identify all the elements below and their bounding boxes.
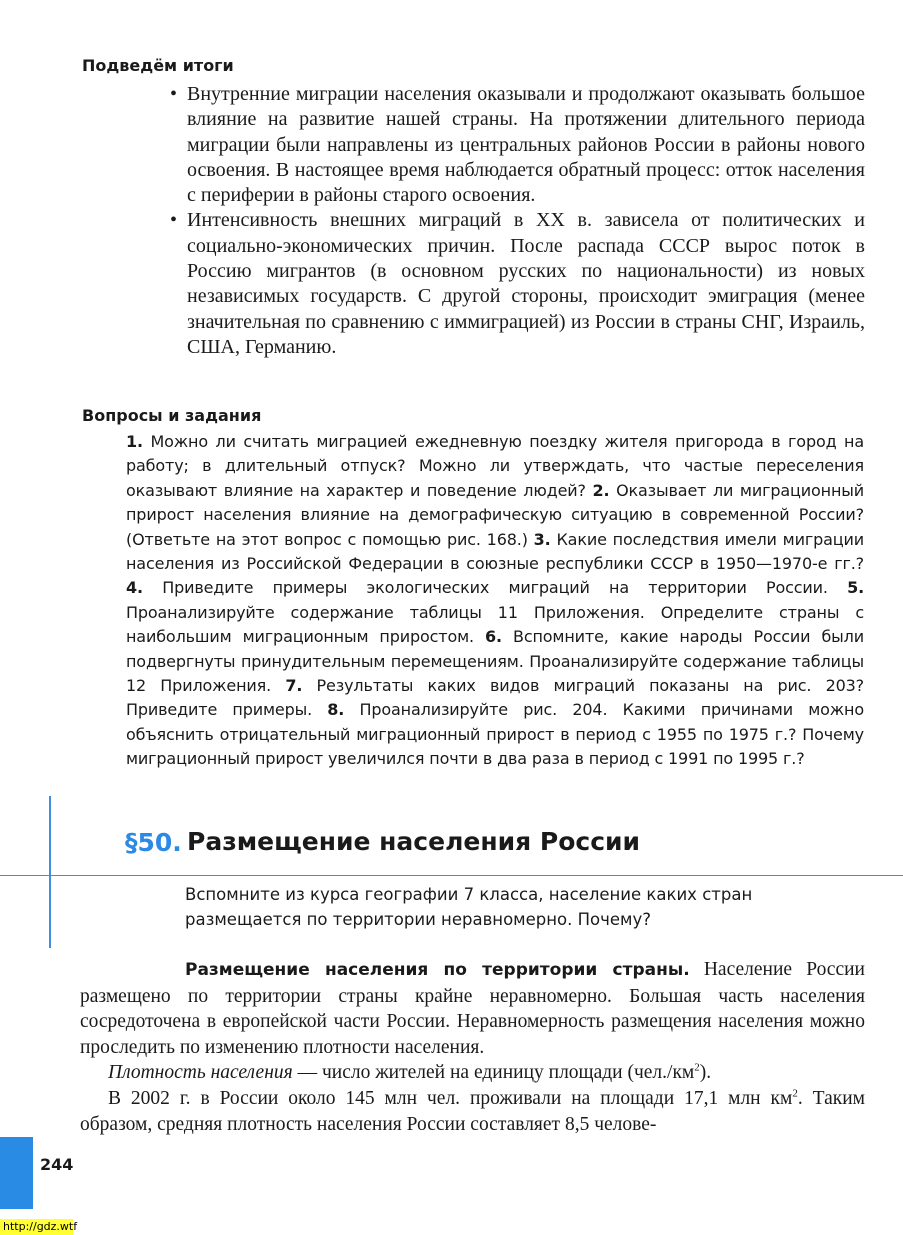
superscript: 2 — [694, 1061, 700, 1074]
section-title: Размещение населения России — [187, 827, 641, 856]
body-text: . Таким образом, средняя плотность населения России составляет 8,5 челове- — [80, 1087, 865, 1135]
body-paragraph — [80, 1086, 865, 1137]
question-text: Результаты каких видов миграций показаны на рис. 203? Приведите примеры. — [126, 676, 865, 720]
question-text: Какие последствия имели миграции населения из Российской Федерации в союзные республики СССР в 1950—1970-е гг.? — [126, 529, 865, 574]
question-number: 1. — [126, 432, 143, 451]
question-number: 4. — [126, 578, 143, 598]
question-text: Приведите примеры экологических миграций на территории России. — [162, 578, 828, 598]
page-edge-tab — [0, 1137, 33, 1209]
summary-bullet: • Интенсивность внешних миграций в XX в. зависела от политических и социально-экономических причин. После распада СССР вырос поток в Россию мигрантов (в основном русских по национальности) из новых независимых государств. С другой стороны, происходит эмиграция (менее значительная по сравнению с иммиграцией) из России в страны СНГ, Израиль, США, Германию. — [170, 208, 865, 360]
section-body — [80, 957, 865, 1137]
section-vertical-rule — [49, 796, 51, 948]
term: Плотность населения — [108, 1062, 293, 1084]
page-number: 244 — [40, 1155, 74, 1174]
body-text: — число жителей на единицу площади (чел./км — [292, 1062, 695, 1084]
runin-heading: Размещение населения по территории страны. — [185, 960, 690, 980]
question-number: 7. — [285, 676, 303, 696]
body-text: ). — [699, 1062, 712, 1084]
question-text: Оказывает ли миграционный прирост населения влияние на демографическую ситуацию в современной России? (Ответьте на этот вопрос с помощью рис. 168.) — [126, 480, 864, 549]
questions-block — [126, 430, 864, 772]
question-text: Можно ли считать миграцией ежедневную поездку жителя пригорода в город на работу; в длительный отпуск? Можно ли утверждать, что частые переселения оказывают влияние на характер и поведение людей? — [126, 432, 865, 500]
summary-bullet: • Внутренние миграции населения оказывали и продолжают оказывать большое влияние на развитие нашей страны. На протяжении длительного периода миграции были направлены из центральных районов России в районы нового освоения. В настоящее время наблюдается обратный процесс: отток населения с периферии в районы старого освоения. — [170, 82, 865, 208]
question-text: Вспомните, какие народы России были подвергнуты принудительным перемещениям. Проанализируйте содержание таблицы 12 Приложения. — [126, 627, 864, 696]
body-text: Население России размещено по территории страны крайне неравномерно. Большая часть населения сосредоточена в европейской части России. Неравномерность размещения населения можно проследить по изменению плотности населения. — [80, 959, 865, 1058]
body-text: В 2002 г. в России около 145 млн чел. проживали на площади 17,1 млн км — [108, 1087, 793, 1109]
question-text: Проанализируйте содержание таблицы 11 Приложения. Определите страны с наибольшим миграционным приростом. — [126, 602, 864, 647]
summary-heading: Подведём итоги — [82, 56, 234, 75]
questions-heading: Вопросы и задания — [82, 406, 262, 425]
question-text: Проанализируйте рис. 204. Какими причинами можно объяснить отрицательный миграционный прирост в период с 1955 по 1975 г.? Почему миграционный прирост увеличился почти в два раза в период с 1991 по 1995 г.? — [126, 700, 864, 769]
section-horizontal-rule — [0, 875, 903, 876]
question-number: 2. — [592, 480, 610, 500]
section-recall-prompt: Вспомните из курса географии 7 класса, население каких стран размещается по территории неравномерно. Почему? — [185, 885, 753, 929]
question-number: 5. — [847, 578, 865, 598]
question-number: 8. — [327, 700, 345, 720]
section-number: §50. — [125, 828, 182, 857]
body-paragraph — [80, 1060, 865, 1086]
summary-list — [170, 82, 865, 360]
body-paragraph — [80, 957, 865, 1060]
question-number: 6. — [485, 627, 502, 647]
watermark-link[interactable]: http://gdz.wtf — [0, 1219, 73, 1235]
superscript: 2 — [792, 1087, 798, 1100]
question-number: 3. — [533, 529, 551, 549]
